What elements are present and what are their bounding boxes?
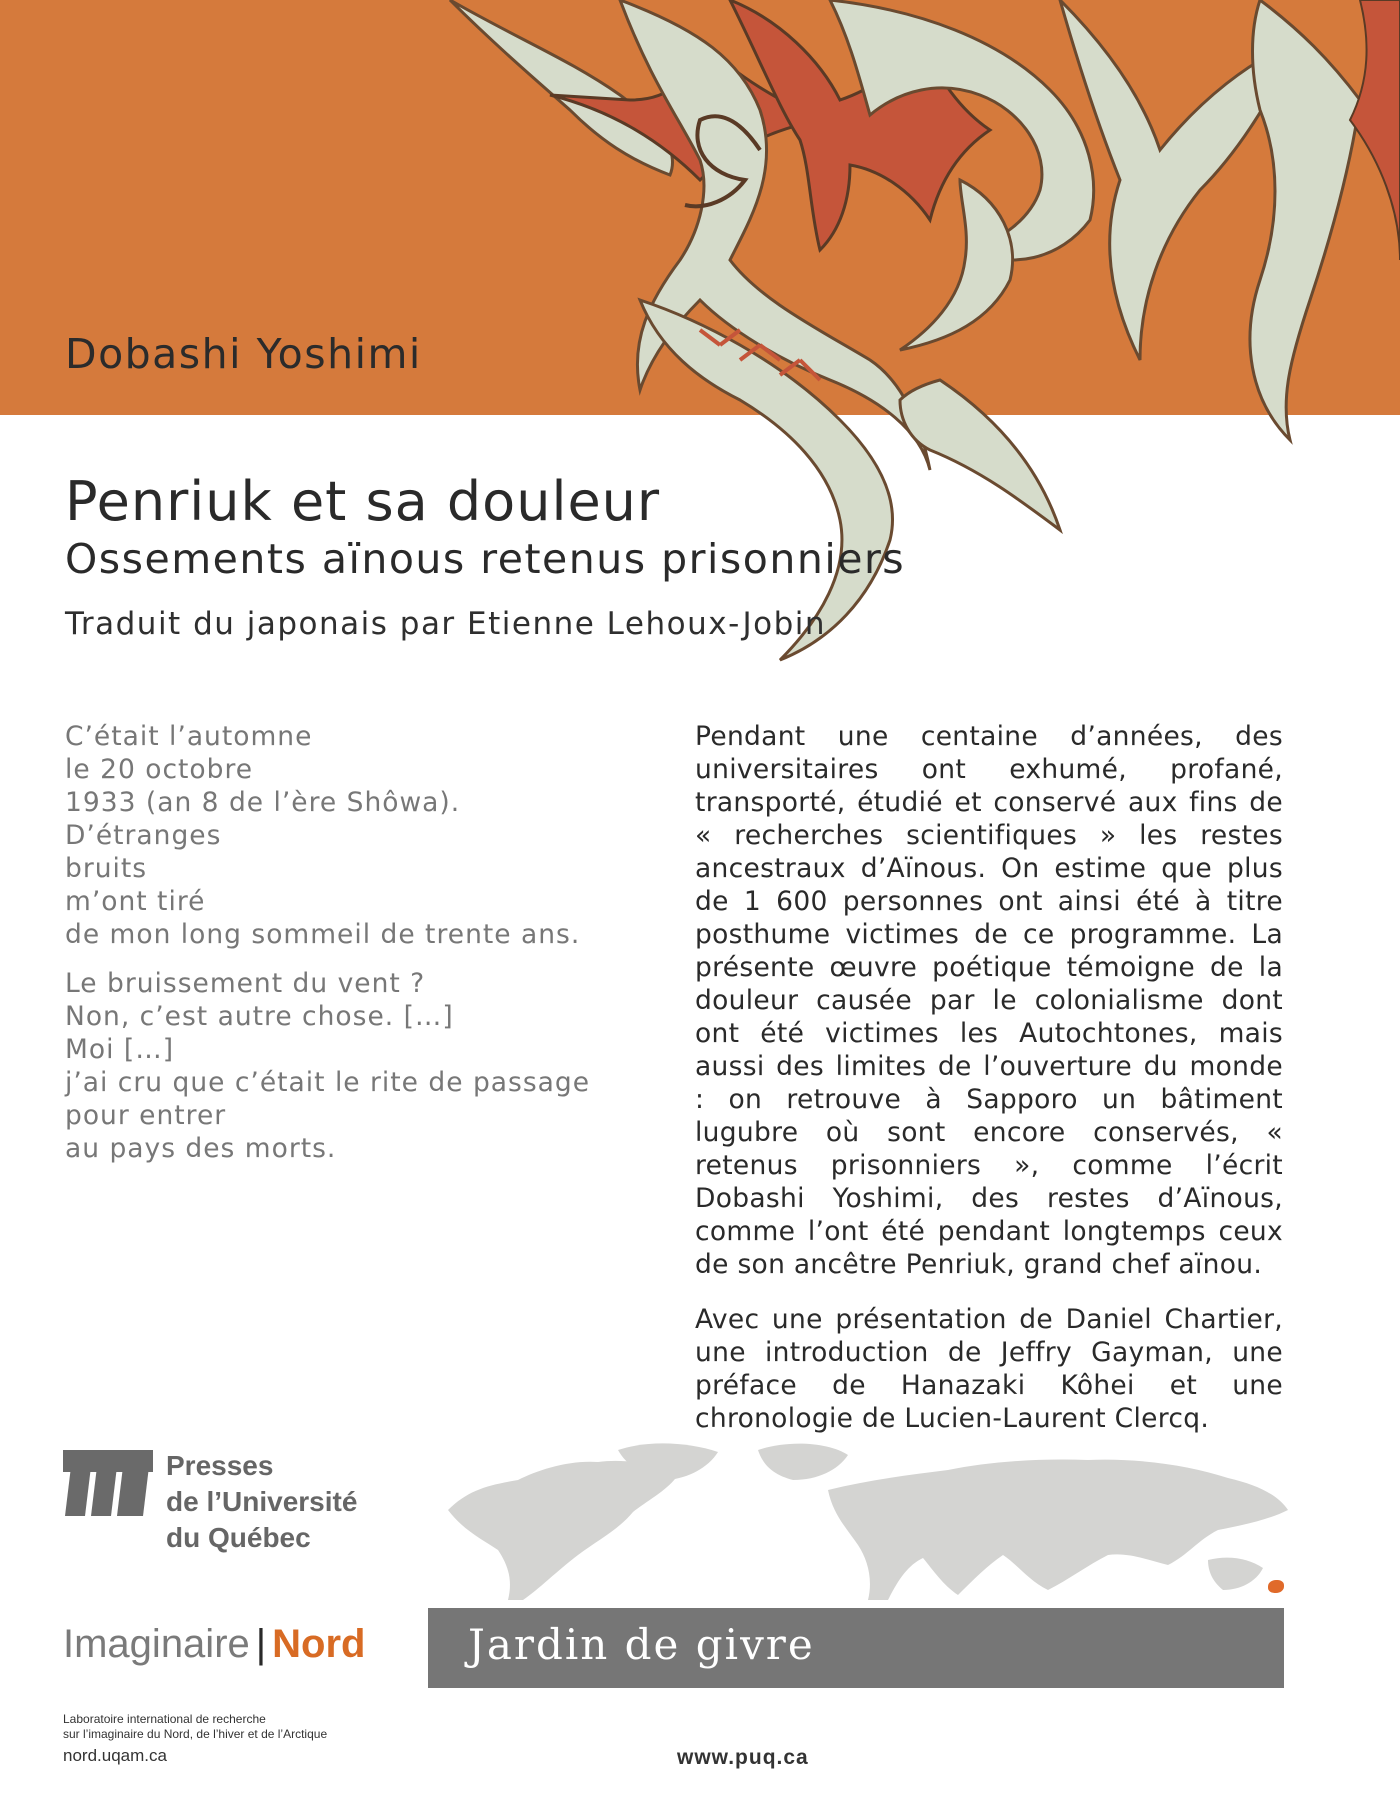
lab-credit [63,1712,327,1763]
stanza-gap [65,951,625,967]
poem-line: Non, c’est autre chose. […] [65,1001,454,1032]
imaginaire-nord-logo [63,1622,365,1667]
lab-line: Laboratoire international de recherche [63,1712,266,1726]
poem-line: Moi […] [65,1034,175,1065]
puq-logo-icon [63,1450,153,1516]
poem-line: pour entrer [65,1100,227,1131]
imaginaire-word: Imaginaire [63,1622,250,1666]
poem-line: C’était l’automne [65,721,313,752]
poem-line: Le bruissement du vent ? [65,968,426,999]
collection-name: Jardin de givre [468,1620,815,1669]
poem-line: bruits [65,853,148,884]
publisher-line: Presses [166,1450,274,1481]
publisher-line: du Québec [166,1522,311,1553]
description-paragraph: Pendant une centaine d’années, des universitaires ont exhumé, profané, transporté, étudié et conservé aux fins de « recherches scientifiques » les restes ancestraux d’Aïnous. On estime que plus de 1 600 personnes ont ainsi été à titre posthume victimes de ce programme. La présente œuvre poétique témoigne de la douleur causée par le colonialisme dont ont été victimes les Autochtones, mais aussi des limites de l’ouverture du monde : on retrouve à Sapporo un bâtiment lugubre où sont encore conservés, « retenus prisonniers », comme l’écrit Dobashi Yoshimi, des restes d’Aïnous, comme l’ont été pendant longtemps ceux de son ancêtre Penriuk, grand chef aïnou. [695,721,1283,1280]
poem-line: m’ont tiré [65,886,206,917]
world-map-illustration [428,1440,1290,1600]
book-title: Penriuk et sa douleur [65,470,661,533]
poem-line: au pays des morts. [65,1133,337,1164]
logo-separator: | [255,1622,267,1666]
poem-line: j’ai cru que c’était le rite de passage [65,1067,590,1098]
poem-line: le 20 octobre [65,754,254,785]
publisher-line: de l’Université [166,1486,358,1517]
lab-line: sur l’imaginaire du Nord, de l’hiver et de l’Arctique [63,1727,328,1741]
contributors-paragraph: Avec une présentation de Daniel Chartier, une introduction de Jeffry Gayman, une préface de Hanazaki Kôhei et une chronologie de Lucien-Laurent Clercq. [695,1304,1283,1434]
book-description [695,720,1283,1457]
poem-line: 1933 (an 8 de l’ère Shôwa). [65,787,461,818]
poem-line: de mon long sommeil de trente ans. [65,919,581,950]
publisher-name [166,1448,357,1556]
author-name: Dobashi Yoshimi [65,330,422,378]
poem-excerpt [65,720,625,1165]
translator-credit: Traduit du japonais par Etienne Lehoux-Jobin [65,606,827,642]
nord-word: Nord [272,1622,366,1666]
poem-line: D’étranges [65,820,222,851]
lab-url-link[interactable]: nord.uqam.ca [63,1746,167,1765]
publisher-url-link[interactable]: www.puq.ca [677,1746,809,1769]
collection-banner [428,1608,1284,1688]
book-subtitle: Ossements aïnous retenus prisonniers [65,535,906,583]
hokkaido-marker [1268,1580,1284,1593]
